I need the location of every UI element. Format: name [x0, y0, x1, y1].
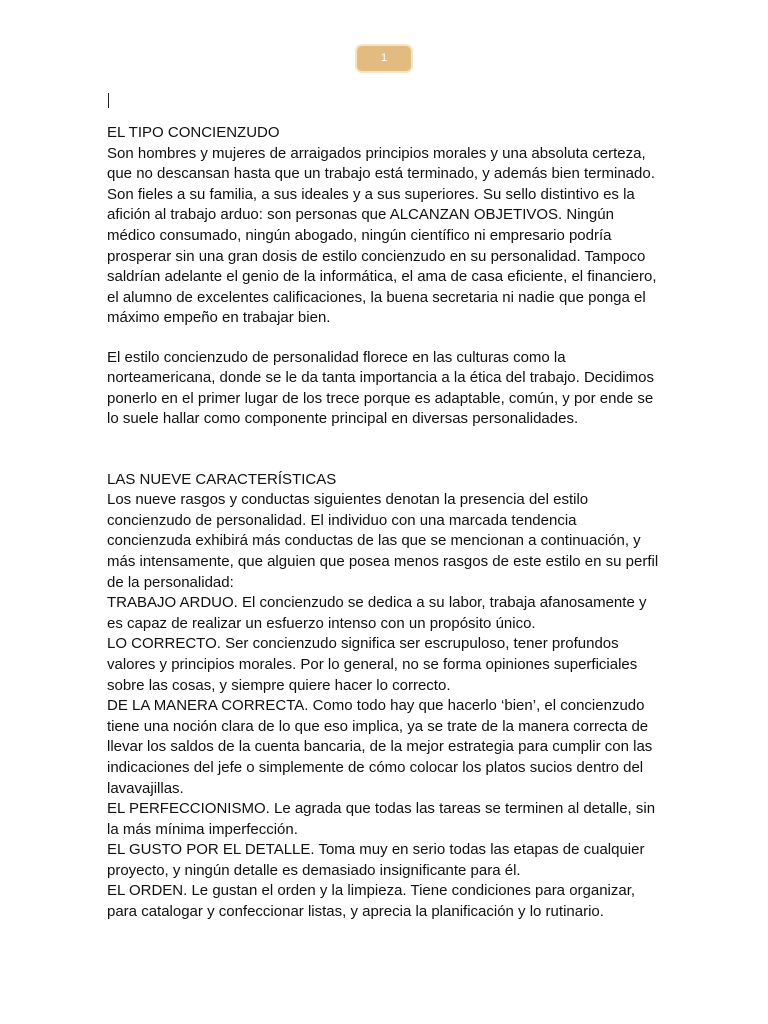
- document-body: [107, 123, 667, 923]
- paragraph-line: máximo empeño en trabajar bien.: [107, 309, 331, 327]
- paragraph-line: es capaz de realizar un esfuerzo intenso con un propósito único.: [107, 614, 536, 632]
- paragraph-line: médico consumado, ningún abogado, ningún científico ni empresario podría: [107, 226, 612, 244]
- paragraph-line: EL PERFECCIONISMO. Le agrada que todas las tareas se terminen al detalle, sin: [107, 800, 656, 818]
- paragraph-line: concienzuda exhibirá más conductas de las que se mencionan a continuación, y: [107, 532, 641, 550]
- paragraph-line: DE LA MANERA CORRECTA. Como todo hay que hacerlo ‘bien’, el concienzudo: [107, 697, 645, 715]
- section-heading: LAS NUEVE CARACTERÍSTICAS: [107, 470, 337, 488]
- paragraph-line: indicaciones del jefe o simplemente de cómo colocar los platos sucios dentro del: [107, 758, 644, 776]
- paragraph-line: TRABAJO ARDUO. El concienzudo se dedica a su labor, trabaja afanosamente y: [107, 594, 647, 612]
- paragraph-line: que no descansan hasta que un trabajo está terminado, y además bien terminado.: [107, 165, 655, 183]
- paragraph-line: Son hombres y mujeres de arraigados principios morales y una absoluta certeza,: [107, 144, 646, 162]
- paragraph-line: EL ORDEN. Le gustan el orden y la limpieza. Tiene condiciones para organizar,: [107, 882, 636, 900]
- paragraph-line: saldrían adelante el genio de la informática, el ama de casa eficiente, el financiero,: [107, 268, 657, 286]
- section-spacer: [107, 430, 667, 470]
- paragraph-line: concienzudo de personalidad. El individuo con una marcada tendencia: [107, 511, 577, 529]
- paragraph-line: para catalogar y confeccionar listas, y aprecia la planificación y lo rutinario.: [107, 903, 604, 921]
- paragraph-line: afición al trabajo arduo: son personas que ALCANZAN OBJETIVOS. Ningún: [107, 206, 614, 224]
- paragraph-line: más intensamente, que alguien que posea menos rasgos de este estilo en su perfil: [107, 552, 659, 570]
- paragraph-line: ponerlo en el primer lugar de los trece porque es adaptable, común, y por ende se: [107, 389, 654, 407]
- paragraph-line: Los nueve rasgos y conductas siguientes denotan la presencia del estilo: [107, 491, 589, 509]
- text-cursor: [108, 93, 109, 108]
- paragraph-line: la más mínima imperfección.: [107, 820, 298, 838]
- paragraph-line: prosperar sin una gran dosis de estilo concienzudo en su personalidad. Tampoco: [107, 247, 646, 265]
- paragraph-line: tiene una noción clara de lo que eso implica, ya se trate de la manera correcta de: [107, 717, 649, 735]
- paragraph-line: lo suele hallar como componente principal en diversas personalidades.: [107, 410, 579, 428]
- paragraph-line: proyecto, y ningún detalle es demasiado insignificante para él.: [107, 861, 521, 879]
- paragraph-line: sobre las cosas, y siempre quiere hacer lo correcto.: [107, 676, 451, 694]
- paragraph-line: norteamericana, donde se le da tanta importancia a la ética del trabajo. Decidimos: [107, 369, 654, 387]
- paragraph-line: LO CORRECTO. Ser concienzudo significa ser escrupuloso, tener profundos: [107, 635, 619, 653]
- paragraph-line: Son fieles a su familia, a sus ideales y a sus superiores. Su sello distintivo es la: [107, 185, 635, 203]
- paragraph-line: el alumno de excelentes calificaciones, la buena secretaria ni nadie que ponga el: [107, 288, 646, 306]
- page-number-badge: 1: [357, 46, 411, 71]
- paragraph-line: El estilo concienzudo de personalidad florece en las culturas como la: [107, 348, 566, 366]
- paragraph-line: llevar los saldos de la cuenta bancaria, de la mejor estrategia para cumplir con las: [107, 738, 653, 756]
- section-heading: EL TIPO CONCIENZUDO: [107, 124, 280, 141]
- paragraph-line: EL GUSTO POR EL DETALLE. Toma muy en serio todas las etapas de cualquier: [107, 841, 645, 859]
- paragraph-line: valores y principios morales. Por lo general, no se forma opiniones superficiales: [107, 655, 638, 673]
- paragraph-line: de la personalidad:: [107, 573, 234, 591]
- paragraph-spacer: [107, 329, 667, 348]
- paragraph-line: lavavajillas.: [107, 779, 184, 797]
